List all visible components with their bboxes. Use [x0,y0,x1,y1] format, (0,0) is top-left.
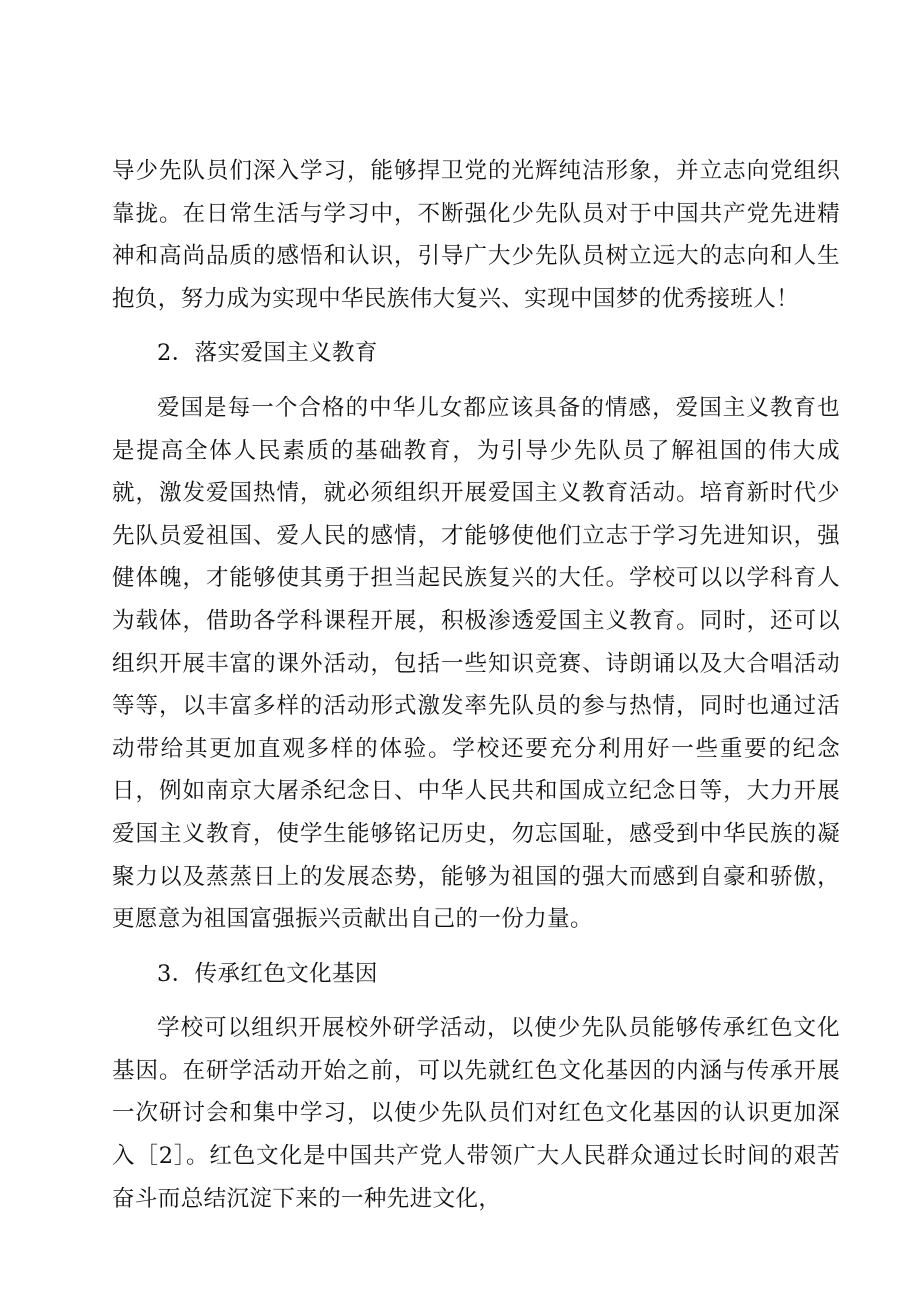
section-heading-2: 2．落实爱国主义教育 [157,340,378,367]
section-heading-3: 3．传承红色文化基因 [157,960,378,987]
paragraph-red-culture: 学校可以组织开展校外研学活动，以使少先队员能够传承红色文化基因。在研学活动开始之前，可以先就红色文化基因的内涵与传承开展一次研讨会和集中学习，以使少先队员们对红色文化基因的认识更加深入［2］。红色文化是中国共产党人带领广大人民群众通过长时间的艰苦奋斗而总结沉淀下来的一种先进文化， [112,1015,840,1212]
document-body [112,150,840,1232]
paragraph-patriotism: 爱国是每一个合格的中华儿女都应该具备的情感，爱国主义教育也是提高全体人民素质的基础教育，为引导少先队员了解祖国的伟大成就，激发爱国热情，就必须组织开展爱国主义教育活动。培育新时代少先队员爱祖国、爱人民的感情，才能够使他们立志于学习先进知识，强健体魄，才能够使其勇于担当起民族复兴的大任。学校可以以学科育人为载体，借助各学科课程开展，积极渗透爱国主义教育。同时，还可以组织开展丰富的课外活动，包括一些知识竞赛、诗朗诵以及大合唱活动等等，以丰富多样的活动形式激发率先队员的参与热情，同时也通过活动带给其更加直观多样的体验。学校还要充分利用好一些重要的纪念日，例如南京大屠杀纪念日、中华人民共和国成立纪念日等，大力开展爱国主义教育，使学生能够铭记历史，勿忘国耻，感受到中华民族的凝聚力以及蒸蒸日上的发展态势，能够为祖国的强大而感到自豪和骄傲，更愿意为祖国富强振兴贡献出自己的一份力量。 [112,394,840,933]
paragraph-continued: 导少先队员们深入学习，能够捍卫党的光辉纯洁形象，并立志向党组织靠拢。在日常生活与学习中，不断强化少先队员对于中国共产党先进精神和高尚品质的感悟和认识，引导广大少先队员树立远大的志向和人生抱负，努力成为实现中华民族伟大复兴、实现中国梦的优秀接班人！ [112,158,840,312]
